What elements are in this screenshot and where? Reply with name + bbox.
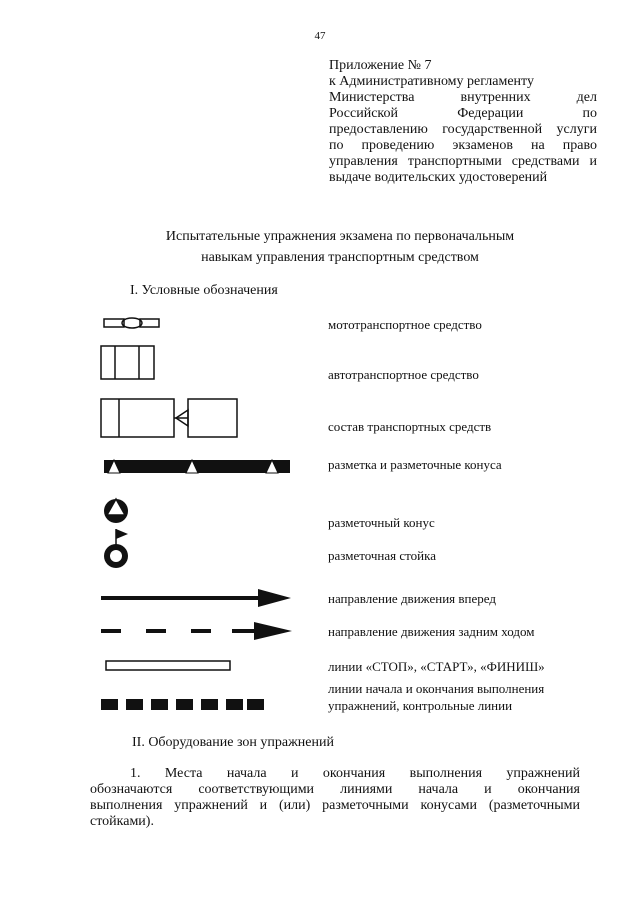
appendix-line: Министерства внутренних дел	[329, 90, 597, 105]
paragraph	[90, 766, 580, 830]
page-number: 47	[314, 30, 326, 42]
title-line: навыкам управления транспортным средством	[201, 250, 479, 265]
legend-label-line: упражнений, контрольные линии	[328, 698, 513, 713]
legend-label-car: автотранспортное средство	[328, 367, 479, 382]
legend-label-marker-cone: разметочный конус	[328, 515, 435, 530]
appendix-line: Приложение № 7	[329, 58, 432, 73]
paragraph-line: 1. Места начала и окончания выполнения упражнений	[130, 766, 580, 781]
appendix-line: управления транспортными средствами и	[329, 154, 597, 169]
legend-label-control-lines	[328, 680, 544, 714]
appendix-line: предоставлению государственной услуги	[329, 122, 597, 137]
legend-label-marker-post: разметочная стойка	[328, 548, 437, 563]
marking-and-cones-symbol	[104, 460, 290, 473]
motorcycle-symbol	[104, 318, 159, 328]
section-heading: II. Оборудование зон упражнений	[132, 735, 334, 750]
appendix-line: Российской Федерации по	[329, 106, 597, 121]
paragraph-line: выполнения упражнений и (или) разметочными конусами (разметочными	[90, 798, 580, 813]
legend-label-forward: направление движения вперед	[328, 591, 496, 606]
legend-label-vehicle-combination: состав транспортных средств	[328, 419, 492, 434]
vehicle-combination-symbol	[101, 399, 237, 437]
legend-label-motorcycle: мототранспортное средство	[328, 317, 482, 332]
appendix-line: по проведению экзаменов на право	[329, 138, 597, 153]
stop-start-finish-line-symbol	[106, 661, 230, 670]
marker-post-symbol	[104, 529, 128, 568]
appendix-line: к Административному регламенту	[329, 74, 534, 89]
marker-cone-symbol	[104, 499, 128, 523]
appendix-line: выдаче водительских удостоверений	[329, 170, 548, 185]
legend-label-line: линии начала и окончания выполнения	[328, 681, 545, 696]
car-symbol	[101, 346, 154, 379]
legend-label-reverse: направление движения задним ходом	[328, 624, 535, 639]
forward-arrow-symbol	[101, 589, 291, 607]
legend-label-marking-cones: разметка и разметочные конуса	[328, 457, 502, 472]
control-line-symbol	[101, 699, 264, 710]
paragraph-line: стойками).	[90, 814, 154, 829]
reverse-arrow-symbol	[101, 622, 292, 640]
paragraph-line: обозначаются соответствующими линиями начала и окончания	[90, 782, 580, 797]
legend-label-stop-start-finish: линии «СТОП», «СТАРТ», «ФИНИШ»	[328, 659, 545, 674]
section-heading: I. Условные обозначения	[130, 283, 278, 298]
title-line: Испытательные упражнения экзамена по первоначальным	[165, 229, 515, 244]
